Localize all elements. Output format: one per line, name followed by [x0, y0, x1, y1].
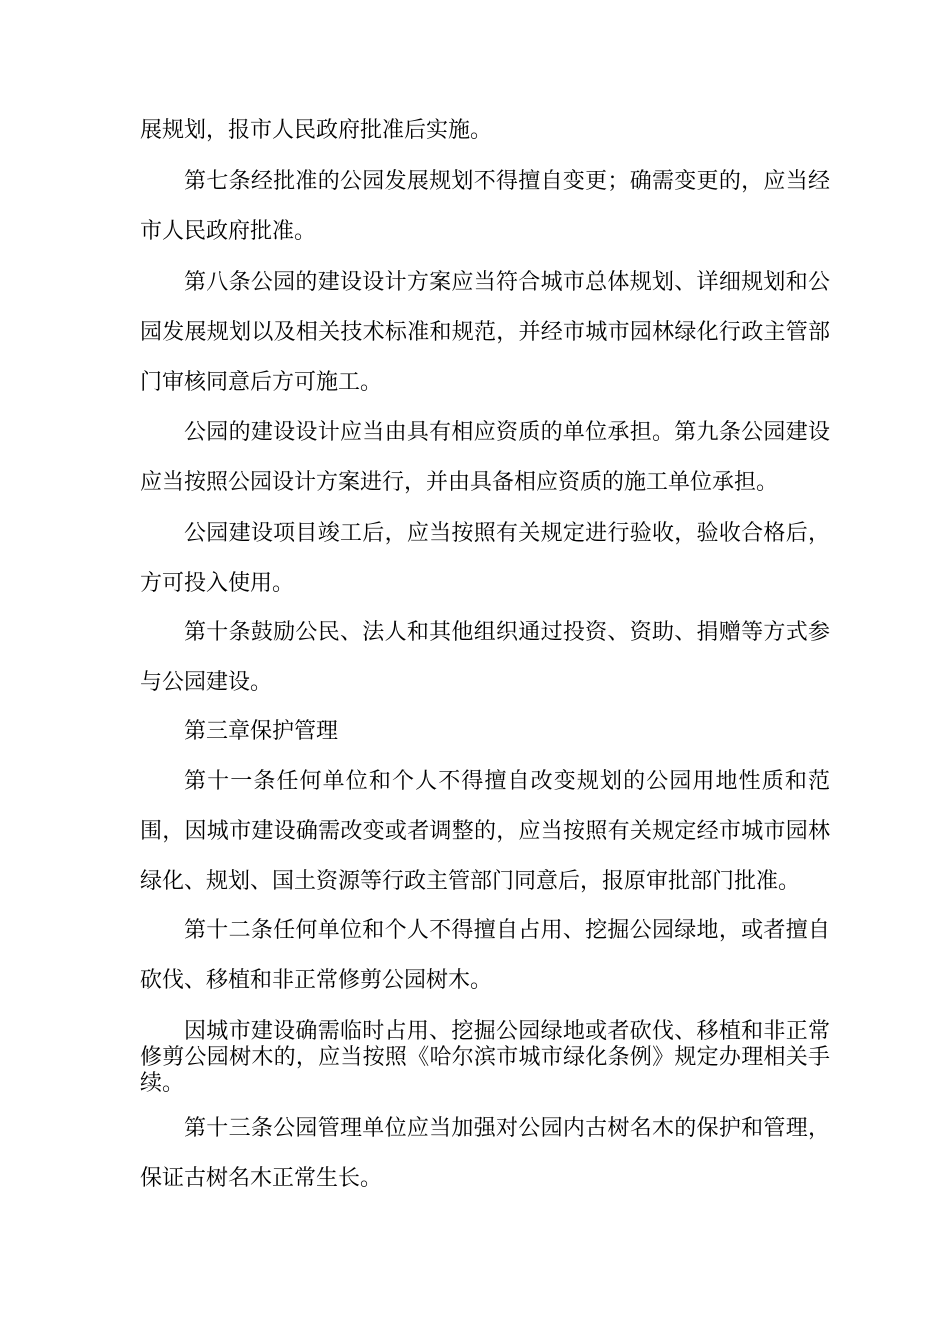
- paragraph-acceptance: 公园建设项目竣工后，应当按照有关规定进行验收，验收合格后，方可投入使用。: [140, 521, 830, 596]
- paragraph-design-qualification: 公园的建设设计应当由具有相应资质的单位承担。第九条公园建设应当按照公园设计方案进行，并由具备相应资质的施工单位承担。: [140, 420, 830, 495]
- paragraph-article-12: 第十二条任何单位和个人不得擅自占用、挖掘公园绿地，或者擅自砍伐、移植和非正常修剪公园树木。: [140, 918, 830, 993]
- paragraph-article-13: 第十三条公园管理单位应当加强对公园内古树名木的保护和管理，保证古树名木正常生长。: [140, 1116, 830, 1191]
- paragraph-article-7: 第七条经批准的公园发展规划不得擅自变更；确需变更的，应当经市人民政府批准。: [140, 169, 830, 244]
- chapter-heading: 第三章保护管理: [184, 719, 339, 744]
- paragraph-article-8: 第八条公园的建设设计方案应当符合城市总体规划、详细规划和公园发展规划以及相关技术标准和规范，并经市城市园林绿化行政主管部门审核同意后方可施工。: [140, 270, 830, 395]
- paragraph-continuation: 展规划，报市人民政府批准后实施。: [140, 118, 493, 143]
- paragraph-article-10: 第十条鼓励公民、法人和其他组织通过投资、资助、捐赠等方式参与公园建设。: [140, 620, 830, 695]
- paragraph-temporary-occupation: 因城市建设确需临时占用、挖掘公园绿地或者砍伐、移植和非正常修剪公园树木的，应当按照《哈尔滨市城市绿化条例》规定办理相关手续。: [140, 1019, 830, 1096]
- paragraph-article-11: 第十一条任何单位和个人不得擅自改变规划的公园用地性质和范围，因城市建设确需改变或者调整的，应当按照有关规定经市城市园林绿化、规划、国土资源等行政主管部门同意后，报原审批部门批准。: [140, 769, 830, 894]
